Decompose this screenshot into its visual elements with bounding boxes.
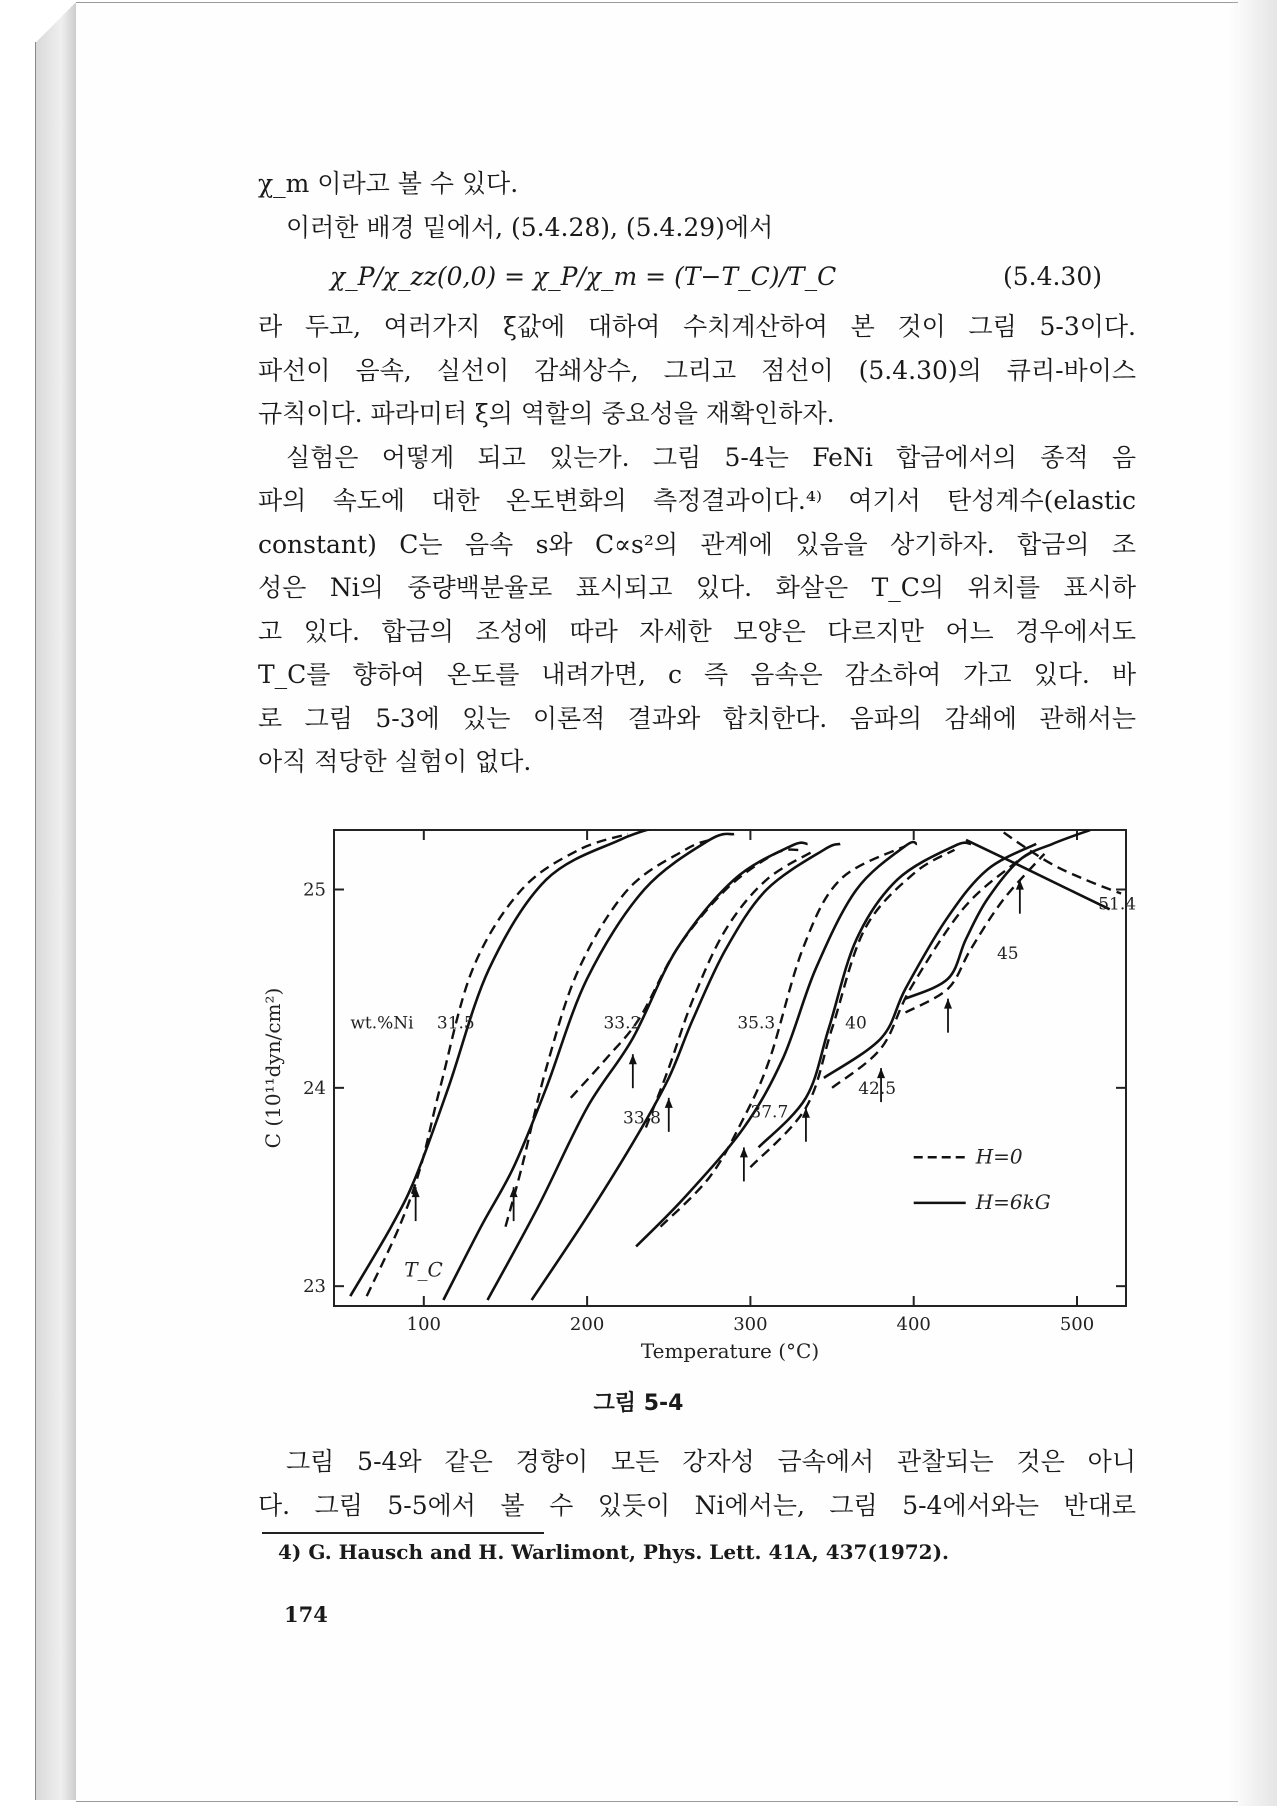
series-label-51.4: 51.4 (1098, 894, 1137, 915)
body-text-after (258, 1440, 1136, 1527)
legend-solid-label: H=6kG (975, 1189, 1051, 1214)
equation-number: (5.4.30) (1002, 262, 1102, 291)
x-tick-label: 200 (569, 1314, 605, 1335)
tc-arrowhead-35.3 (665, 1098, 673, 1108)
y-tick-label: 24 (303, 1077, 326, 1099)
text-line: 이러한 배경 밑에서, (5.4.28), (5.4.29)에서 (286, 212, 774, 242)
x-tick-label: 500 (1059, 1314, 1095, 1335)
tc-arrowhead-40 (802, 1108, 810, 1118)
series-label-45: 45 (996, 943, 1019, 964)
body-text (258, 162, 1136, 784)
series-37.7-dashed-line (661, 846, 906, 1227)
text-line: χ_m 이라고 볼 수 있다. (258, 169, 519, 198)
series-label-37.7: 37.7 (750, 1102, 789, 1123)
tc-arrowhead-42.5 (877, 1068, 885, 1078)
tc-label: T_C (404, 1257, 443, 1282)
x-tick-label: 100 (406, 1314, 441, 1335)
x-tick-label: 400 (896, 1314, 931, 1335)
x-axis-label: Temperature (°C) (640, 1339, 820, 1363)
legend-dashed-label: H=0 (975, 1144, 1023, 1169)
tc-arrowhead-45 (944, 999, 952, 1009)
wt-ni-label: wt.%Ni (350, 1013, 414, 1034)
series-33.8-dashed-line (571, 850, 800, 1098)
series-31.5-dashed-line (367, 834, 628, 1296)
tc-arrowhead-33.8 (629, 1054, 637, 1064)
y-tick-label: 25 (303, 879, 326, 901)
book-spine (35, 2, 79, 1800)
series-35.3-solid-line (532, 844, 841, 1300)
series-45-dashed-line (906, 854, 1045, 1013)
series-label-33.8: 33.8 (623, 1108, 661, 1129)
chart-svg (250, 818, 1140, 1378)
footnote: 4) G. Hausch and H. Warlimont, Phys. Lett. 41A, 437(1972). (278, 1540, 950, 1564)
text-line: 그림 5-4와 같은 경향이 모든 강자성 금속에서 관찰되는 것은 아니 (286, 1447, 1136, 1476)
footnote-rule (262, 1532, 544, 1534)
text-line: 아직 적당한 실험이 없다. (258, 747, 532, 776)
series-33.8-solid-line (488, 843, 808, 1300)
series-label-35.3: 35.3 (737, 1013, 776, 1034)
text-line: T_C를 향하여 온도를 내려가면, c 즉 음속은 감소하여 가고 있다. 바 (258, 660, 1136, 689)
tc-arrowhead-37.7 (740, 1147, 748, 1157)
series-33.2-solid-line (443, 834, 734, 1300)
figure-5-4 (250, 818, 1140, 1378)
text-line: 성은 Ni의 중량백분율로 표시되고 있다. 화살은 T_C의 위치를 표시하 (258, 573, 1136, 602)
series-label-33.2: 33.2 (603, 1013, 642, 1034)
text-line: 실험은 어떻게 되고 있는가. 그림 5-4는 FeNi 합금에서의 종적 음 (286, 442, 1136, 472)
text-line: 라 두고, 여러가지 ξ값에 대하여 수치계산하여 본 것이 그림 5-3이다. (258, 312, 1136, 341)
equation: χ_P/χ_zz(0,0) = χ_P/χ_m = (T−T_C)/T_C (330, 262, 837, 291)
series-label-40: 40 (845, 1013, 867, 1034)
text-line: 파선이 음속, 실선이 감쇄상수, 그리고 점선이 (5.4.30)의 큐리-바이스 (258, 355, 1137, 385)
page-edge-shadow (1229, 0, 1277, 1806)
text-line: 다. 그림 5-5에서 볼 수 있듯이 Ni에서는, 그림 5-4에서와는 반대로 (258, 1490, 1136, 1520)
text-line: 파의 속도에 대한 온도변화의 측정결과이다.⁴⁾ 여기서 탄성계수(elastic (258, 486, 1136, 515)
plot-frame (334, 830, 1126, 1306)
text-line: 로 그림 5-3에 있는 이론적 결과와 합치한다. 음파의 감쇄에 관해서는 (258, 703, 1136, 733)
figure-caption: 그림 5-4 (593, 1391, 684, 1416)
series-label-42.5: 42.5 (858, 1078, 897, 1099)
page-number: 174 (284, 1602, 328, 1627)
text-line: 고 있다. 합금의 조성에 따라 자세한 모양은 다르지만 어느 경우에서도 (258, 616, 1136, 646)
book-corner (35, 2, 77, 42)
y-axis-label: C (10¹¹dyn/cm²) (261, 987, 285, 1149)
text-line: constant) C는 음속 s와 C∝s²의 관계에 있음을 상기하자. 합금의 조 (258, 529, 1136, 559)
x-tick-label: 300 (733, 1314, 768, 1335)
text-line: 규칙이다. 파라미터 ξ의 역할의 중요성을 재확인하자. (258, 399, 835, 428)
tc-arrowhead-51.4 (1016, 880, 1024, 890)
y-tick-label: 23 (303, 1276, 326, 1298)
equation-row (258, 249, 1136, 305)
series-label-31.5: 31.5 (436, 1013, 475, 1034)
